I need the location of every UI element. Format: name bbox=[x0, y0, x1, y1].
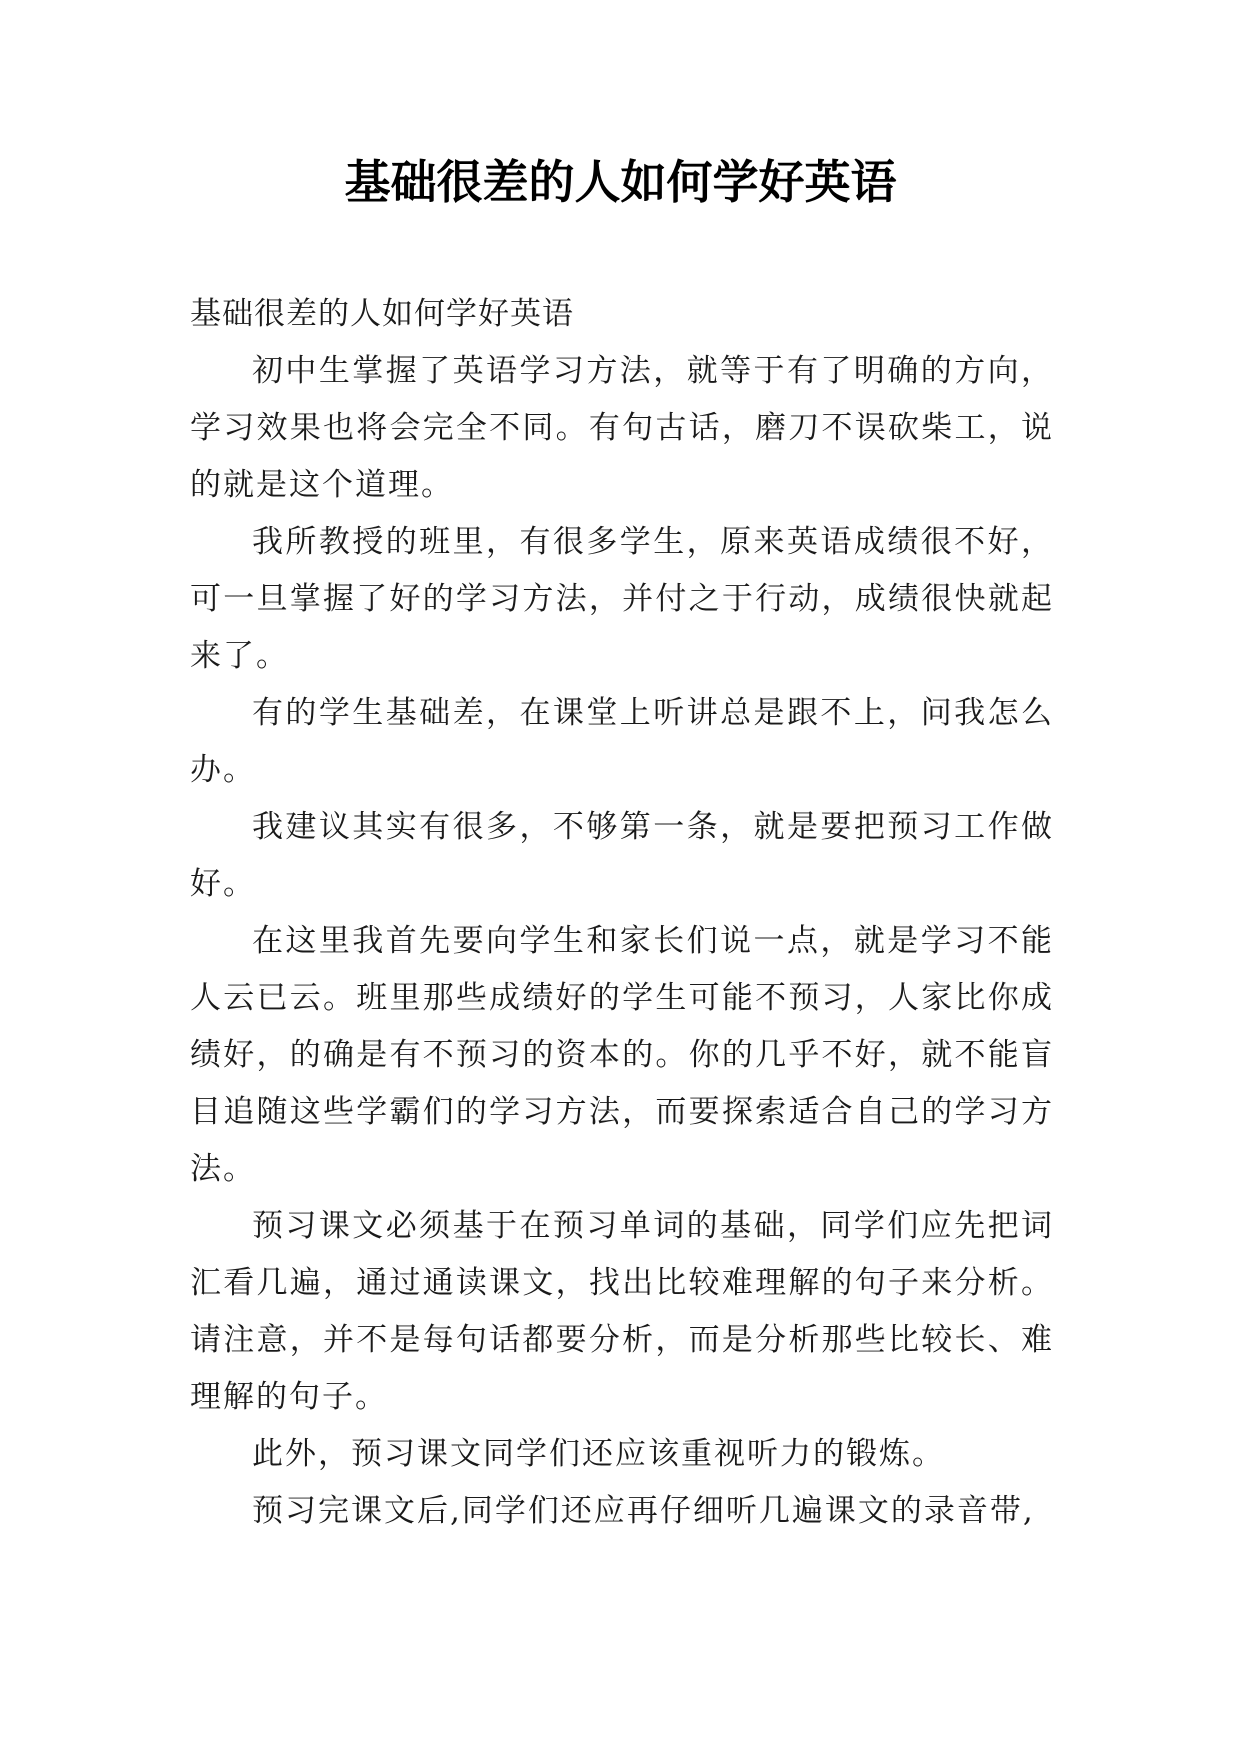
paragraph-8: 预习完课文后,同学们还应再仔细听几遍课文的录音带, bbox=[252, 1493, 1035, 1529]
paragraph-1: 初中生掌握了英语学习方法，就等于有了明确的方向，学习效果也将会完全不同。有句古话，磨刀不误砍柴工，说的就是这个道理。 bbox=[190, 353, 1054, 503]
paragraph-7: 此外，预习课文同学们还应该重视听力的锻炼。 bbox=[252, 1436, 945, 1472]
paragraph-4: 我建议其实有很多，不够第一条，就是要把预习工作做好。 bbox=[190, 809, 1054, 902]
paragraph-3: 有的学生基础差，在课堂上听讲总是跟不上，问我怎么办。 bbox=[190, 695, 1054, 788]
document-body bbox=[190, 286, 1054, 1540]
paragraph-5: 在这里我首先要向学生和家长们说一点，就是学习不能人云已云。班里那些成绩好的学生可能不预习，人家比你成绩好，的确是有不预习的资本的。你的几乎不好，就不能盲目追随这些学霸们的学习方法，而要探索适合自己的学习方法。 bbox=[190, 923, 1054, 1187]
paragraph-2: 我所教授的班里，有很多学生，原来英语成绩很不好，可一旦掌握了好的学习方法，并付之于行动，成绩很快就起来了。 bbox=[190, 524, 1054, 674]
paragraph-6: 预习课文必须基于在预习单词的基础，同学们应先把词汇看几遍，通过通读课文，找出比较难理解的句子来分析。请注意，并不是每句话都要分析，而是分析那些比较长、难理解的句子。 bbox=[190, 1208, 1054, 1415]
document-title: 基础很差的人如何学好英语 bbox=[344, 155, 897, 209]
document-subtitle: 基础很差的人如何学好英语 bbox=[190, 296, 574, 332]
